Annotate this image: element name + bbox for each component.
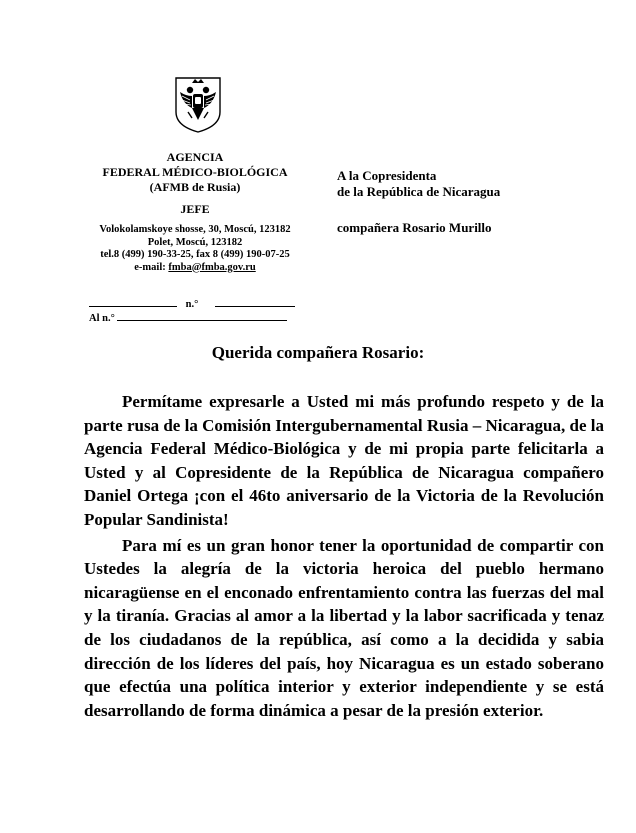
agency-abbreviation: (AFMB de Rusia) bbox=[149, 180, 241, 194]
agency-name-line1: AGENCIA bbox=[166, 150, 224, 164]
outgoing-number-line bbox=[89, 296, 301, 310]
reply-to-label: Al n.° bbox=[89, 313, 115, 324]
reply-to-blank bbox=[117, 310, 287, 321]
addressee-name: compañera Rosario Murillo bbox=[337, 220, 492, 235]
salutation: Querida compañera Rosario: bbox=[211, 343, 425, 362]
addressee-line1: A la Copresidenta bbox=[337, 168, 437, 183]
email-line bbox=[82, 262, 308, 275]
letterhead bbox=[82, 150, 308, 274]
email-link[interactable]: fmba@fmba.gov.ru bbox=[168, 261, 256, 273]
email-label: e-mail: bbox=[134, 261, 169, 273]
body-paragraph-2: Para mí es un gran honor tener la oportunidad de compartir con Ustedes la alegría de la victoria heroica del pueblo hermano nicaragüense en el enconado enfrentamiento contra las fuerzas del mal y la tiranía. Gracias al amor a la libertad y la labor sacrificada y tenaz de los ciudadanos de la república, así como a la decidida y sabia dirección de los líderes del país, hoy Nicaragua es un estado soberano que efectúa una política interior y exterior independiente y se está desarrollando de forma dinámica a pesar de la presión exterior. bbox=[84, 535, 604, 720]
coat-of-arms-icon bbox=[170, 74, 226, 134]
agency-name-line2: FEDERAL MÉDICO-BIOLÓGICA bbox=[102, 165, 288, 179]
reply-to-line bbox=[89, 310, 301, 324]
addressee-block bbox=[337, 168, 500, 236]
number-blank bbox=[215, 296, 295, 307]
sender-position: JEFE bbox=[180, 202, 210, 216]
letter-body bbox=[84, 390, 604, 722]
address-line1: Volokolamskoye shosse, 30, Moscú, 123182 bbox=[99, 224, 291, 235]
date-blank bbox=[89, 296, 177, 307]
body-paragraph-1: Permítame expresarle a Usted mi más profundo respeto y de la parte rusa de la Comisión Intergubernamental Rusia – Nicaragua, de la Agencia Federal Médico-Biológica y de mi propia parte felicitarla a Usted y al Copresidente de la República de Nicaragua compañero Daniel Ortega ¡con el 46to aniversario de la Victoria de la Revolución Popular Sandinista! bbox=[84, 392, 604, 529]
phone-fax-line: tel.8 (499) 190-33-25, fax 8 (499) 190-07-25 bbox=[100, 249, 290, 260]
address-line2: Polet, Moscú, 123182 bbox=[147, 236, 243, 248]
addressee-line2: de la República de Nicaragua bbox=[337, 184, 501, 199]
number-mark: n.° bbox=[185, 299, 199, 310]
